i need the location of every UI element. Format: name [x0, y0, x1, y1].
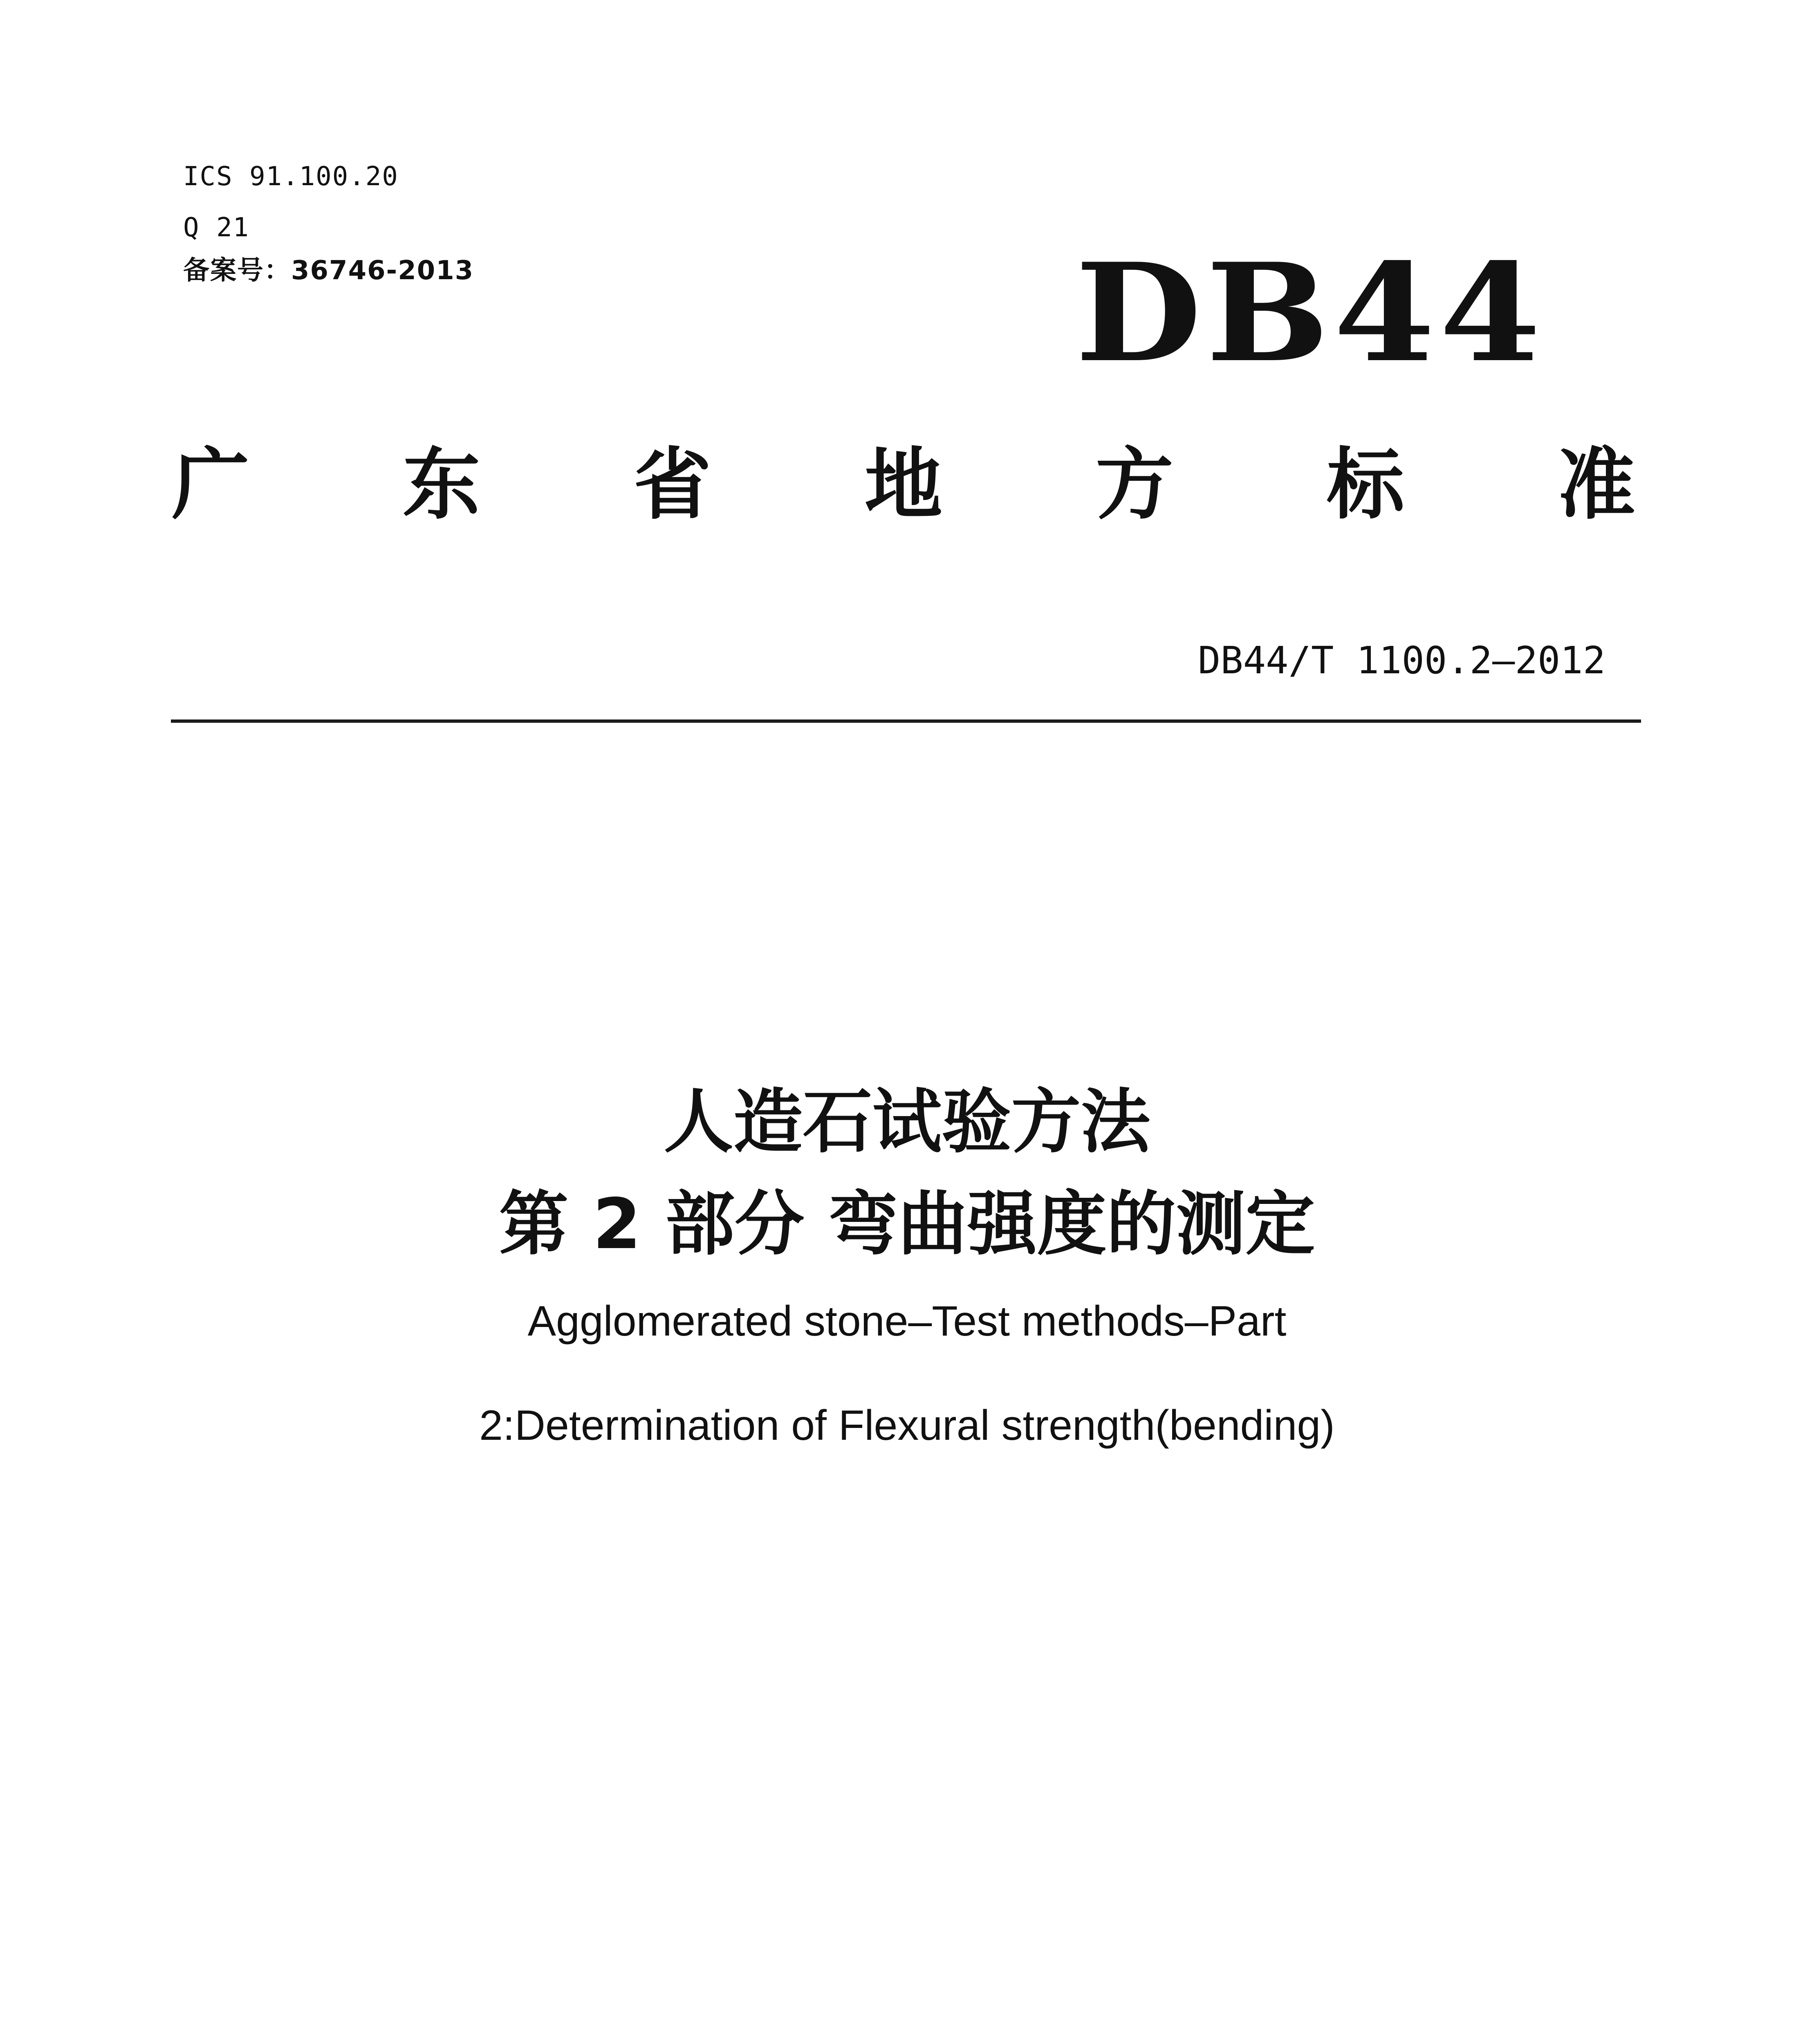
title-line-2: 第 2 部分 弯曲强度的测定 — [499, 1184, 1315, 1265]
heading-char: 标 — [1326, 439, 1404, 530]
heading-char: 地 — [864, 439, 942, 530]
heading-char: 准 — [1557, 439, 1635, 530]
standard-mark: DB44 — [1075, 233, 1545, 392]
heading-char: 方 — [1095, 439, 1173, 530]
standard-type-heading — [172, 439, 1635, 530]
ics-code: ICS 91.100.20 — [183, 161, 399, 192]
ccs-code: Q 21 — [183, 213, 250, 243]
filing-number: 备案号：36746-2013 — [183, 256, 474, 286]
heading-char: 省 — [633, 439, 711, 530]
top-rule — [171, 719, 1641, 723]
english-title-line-2: 2:Determination of Flexural strength(bending) — [479, 1402, 1335, 1449]
heading-char: 东 — [402, 439, 480, 530]
heading-char: 广 — [172, 439, 250, 530]
title-line-1: 人造石试验方法 — [664, 1082, 1150, 1163]
english-title-line-1: Agglomerated stone–Test methods–Part — [527, 1298, 1287, 1345]
standard-number: DB44/T 1100.2—2012 — [1198, 639, 1605, 682]
